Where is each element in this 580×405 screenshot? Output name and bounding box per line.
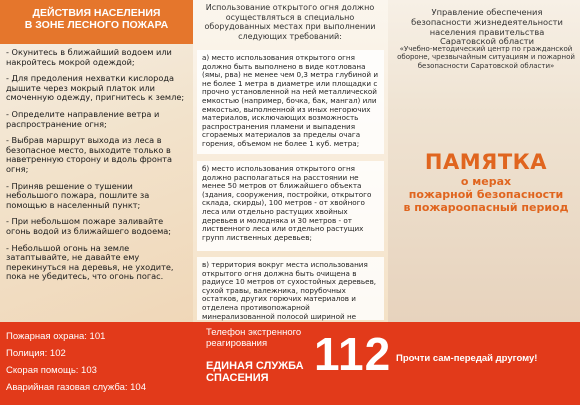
memo-subtitle: пожарной безопасности: [408, 188, 564, 201]
emergency-phone-label: [206, 327, 301, 349]
slogan: Прочти сам-передай другому!: [396, 353, 538, 364]
requirement-a: а) место использования открытого огня должно быть выполнено в виде котлована (ямы, рва) не менее чем 0,3 метра глубиной и не более 1 метра в диаметре или площадки с прочно установленной на ней металлической емкостью (например, бочка, бак, мангал) или емкостью, выполненной из иных негорючих материалов, исключающих возможность распространения пламени и выпадения сгораемых материалов за пределы очага горения, объемом не более 1 куб. метра;: [197, 50, 384, 154]
org-line: населения правительства: [429, 26, 545, 37]
action-item: - Для предоления нехватки кислорода дышите через мокрый платок или смоченную одежду, пригнитесь к земле;: [6, 73, 185, 103]
phone-label-line: Телефон экстренного: [206, 327, 302, 338]
fire-actions-list: [6, 48, 187, 289]
action-item: - При небольшом пожаре заливайте огонь водой из ближайшего водоема;: [6, 216, 172, 236]
action-item: - Приняв решение о тушении небольшого пожара, пошлите за помощью в населенный пункт;: [6, 180, 150, 210]
police-number: Полиция: 102: [6, 348, 66, 359]
open-fire-intro: Использование открытого огня должно осуществляться в специально оборудованных местах при выполнении следующих требований:: [204, 3, 376, 41]
rescue-service-label: [206, 360, 304, 384]
organization-name: [394, 8, 580, 47]
left-title-line2: В ЗОНЕ ЛЕСНОГО ПОЖАРА: [24, 19, 169, 31]
emergency-numbers: [6, 328, 196, 396]
fire-number: Пожарная охрана: 101: [6, 331, 106, 342]
action-item: - Окунитесь в ближайший водоем или накройтесь мокрой одеждой;: [6, 47, 172, 67]
memo-subtitle: о мерах: [460, 175, 512, 188]
action-item: - Небольшой огонь на земле затаптывайте, не давайте ему перекинуться на деревья, не уходите, пока не убедитесь, что огонь погас.: [6, 242, 174, 282]
service-line: СПАСЕНИЯ: [206, 372, 269, 384]
requirement-b: б) место использования открытого огня должно располагаться на расстоянии не менее 50 метров от ближайшего объекта (здания, сооружения, постройки, открытого склада, скирды), 100 метров - от хвойного леса или отдельно растущих хвойных деревьев и молодняка и 30 метров - от лиственного леса или отдельно растущих групп лиственных деревьев;: [197, 161, 384, 251]
service-line: ЕДИНАЯ СЛУЖБА: [206, 360, 304, 372]
phone-label-line: реагирования: [206, 338, 268, 349]
memo-subtitle: в пожароопасный период: [403, 201, 569, 214]
action-item: - Определите направление ветра и распространение огня;: [6, 108, 160, 129]
memo-title: ПАМЯТКА: [424, 150, 548, 174]
org-line: Саратовской области: [439, 36, 535, 47]
memo-heading: [396, 150, 576, 214]
requirement-c: в) территория вокруг места использования открытого огня должна быть очищена в радиусе 10 метров от сухостойных деревьев, сухой травы, валежника, порубочных остатков, других горючих материалов и отделена противопожарной минерализованной полосой шириной не: [197, 257, 384, 320]
org-line: безопасности жизнедеятельности: [411, 16, 563, 27]
institution-name: «Учебно-методический центр по гражданской обороне, чрезвычайным ситуациям и пожарной безопасности Саратовской области»: [397, 45, 575, 70]
org-line: Управление обеспечения: [431, 7, 543, 17]
gas-service-number: Аварийная газовая служба: 104: [6, 382, 146, 393]
left-panel-title: [0, 0, 193, 44]
ambulance-number: Скорая помощь: 103: [6, 365, 97, 376]
left-title-line1: ДЕЙСТВИЯ НАСЕЛЕНИЯ: [32, 7, 161, 19]
emergency-number-112: 112: [314, 328, 392, 380]
action-item: - Выбрав маршрут выхода из леса в безопасное место, выходите только в наветренную сторону и вдоль фронта огня;: [6, 135, 172, 174]
